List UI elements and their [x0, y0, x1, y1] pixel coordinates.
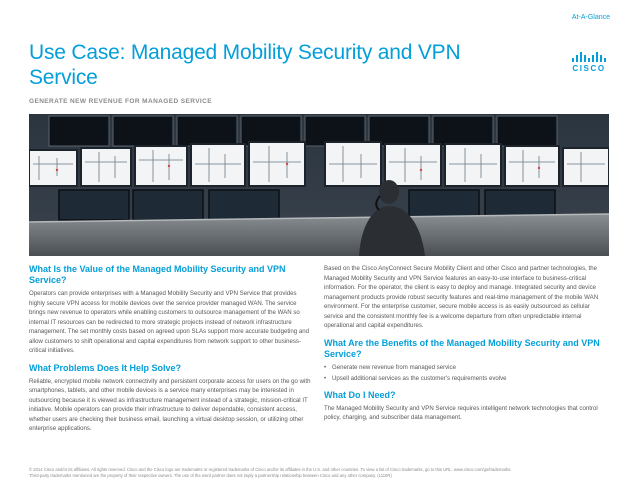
legal-footer [29, 467, 609, 479]
footer-trademarks: Third-party trademarks mentioned are the property of their respective owners. The use of the word partner does not imply a partnership relationship between Cisco and any other company. (1110R) [29, 473, 392, 478]
section-heading-benefits: What Are the Benefits of the Managed Mobility Security and VPN Service? [324, 337, 600, 359]
section-body-problems: Reliable, encrypted mobile network connectivity and persistent corporate access for users on the go with smartphones, tablets, and other mobile devices is a service many enterprises may be interested in outsourcing because it is viewed as infrastructure management instead of a strategic, mission-critical IT initiative. Mobile operators can provide their infrastructure to deliver dependable, consistent access, whether users are checking their business email, launching a virtual desktop session, or utilizing other enterprise applications. [29, 377, 311, 432]
cisco-logo-text: CISCO [572, 64, 606, 73]
list-item: • Upsell additional services as the customer's requirements evolve [324, 374, 610, 384]
benefits-list [324, 363, 610, 384]
right-column [324, 264, 610, 430]
document-type-label: At-A-Glance [571, 14, 610, 21]
section-heading-problems: What Problems Does It Help Solve? [29, 362, 182, 373]
list-item: • Generate new revenue from managed service [324, 363, 610, 373]
hero-image-operations-center [29, 114, 609, 256]
page-subtitle: GENERATE NEW REVENUE FOR MANAGED SERVICE [29, 98, 212, 105]
footer-copyright: © 2014 Cisco and/or its affiliates. All rights reserved. Cisco and the Cisco logo are trademarks or registered trademarks of Cisco and/or its affiliates in the U.S. and other countries. To view a list of Cisco trademarks, go to this URL: www.cisco.com/go/trademarks. [29, 467, 512, 472]
section-body-value: Operators can provide enterprises with a Managed Mobility Security and VPN Service that provides highly secure VPN access for mobile devices over the service provider managed WAN. The service brings new revenue to operators while enabling customers to outsource management of the WAN so internal IT resources can be redirected to more strategic projects instead of network infrastructure management. The set monthly costs based on agreed upon SLAs support more accurate budgeting and allow customers to shift operational and capital expenditures from network support to other business-critical initiatives. [29, 290, 310, 354]
cisco-logo-bars-icon [566, 52, 612, 62]
cisco-logo [566, 52, 612, 74]
section-heading-requirements: What Do I Need? [324, 389, 396, 400]
page-title: Use Case: Managed Mobility Security and VPN Service [29, 41, 461, 89]
section-heading-value: What Is the Value of the Managed Mobility Security and VPN Service? [29, 264, 286, 285]
left-column [29, 264, 314, 441]
section-body-overview: Based on the Cisco AnyConnect Secure Mobility Client and other Cisco and partner technologies, the Managed Mobility Security and VPN Service features an easy-to-use interface to business-critical information. For the operator, the client is easy to deploy and manage. Integrated security and device management products provide robust security features and real-time management of the mobile WAN environment. For the enterprise customer, secure mobile access is as easily outsourced as cellular service and the consistent monthly fee is a welcome departure from often unpredictable internal operational and capital expenditures. [324, 265, 599, 329]
section-body-requirements: The Managed Mobility Security and VPN Service requires intelligent network technologies that control policy, charging, and subscriber data management. [324, 404, 598, 421]
